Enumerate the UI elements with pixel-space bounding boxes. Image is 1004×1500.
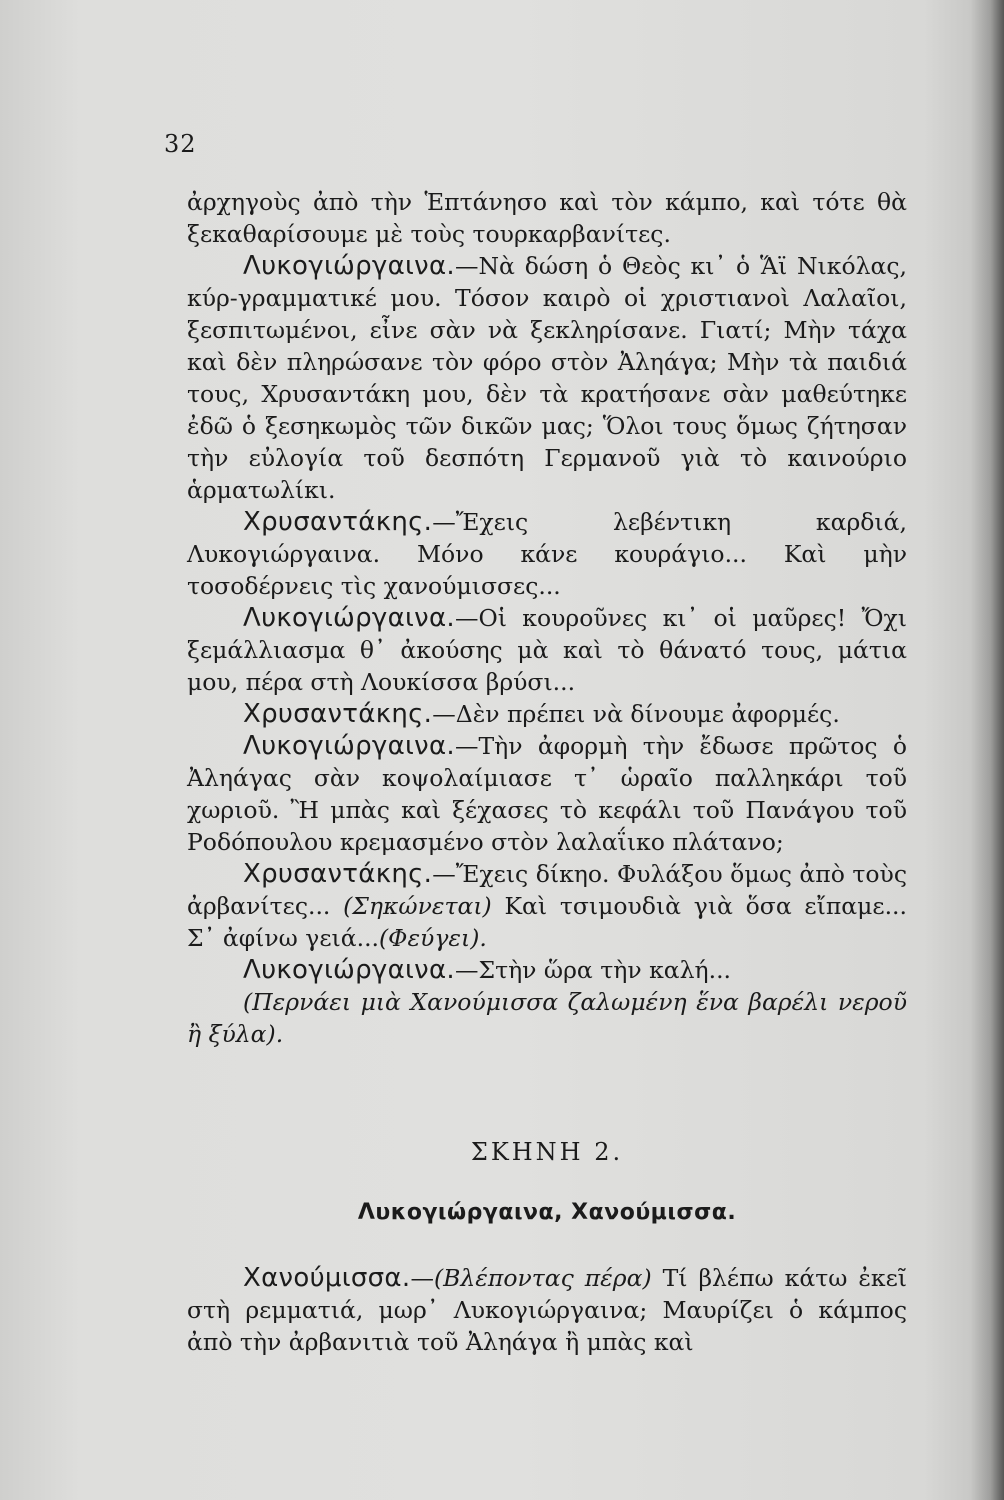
speaker-name: Χρυσαντάκης.	[243, 859, 433, 889]
speech-paragraph	[187, 1262, 907, 1358]
page-number: 32	[164, 130, 197, 158]
dash: —	[410, 1264, 434, 1292]
speaker-name: Χρυσαντάκης.	[243, 507, 433, 537]
stage-direction-inline: (Φεύγει).	[379, 924, 487, 952]
speech-paragraph	[187, 730, 907, 858]
speech-text: —Νὰ δώση ὁ Θεὸς κι᾽ ὁ Ἅϊ Νικόλας, κύρ-γραμματικέ μου. Τόσον καιρὸ οἱ χριστιανοὶ Λαλαῖοι, ξεσπιτωμένοι, εἶνε σὰν νὰ ξεκληρίσανε. Γιατί; Μὴν τάχα καὶ δὲν πληρώσανε τὸν φόρο στὸν Ἀληάγα; Μὴν τὰ παιδιά τους, Χρυσαντάκη μου, δὲν τὰ κρατήσανε σὰν μαθεύτηκε ἐδῶ ὁ ξεσηκωμὸς τῶν δικῶν μας; Ὅλοι τους ὅμως ζήτησαν τὴν εὐλογία τοῦ δεσπότη Γερμανοῦ γιὰ τὸ καινούριο ἁρματωλίκι.	[187, 252, 907, 504]
speaker-name: Χανούμισσα.	[243, 1263, 411, 1293]
speech-text: Τί βλέπω κάτω ἐκεῖ στὴ ρεμματιά, μωρ᾽ Λυκογιώργαινα; Μαυρίζει ὁ κάμπος ἀπὸ τὴν ἀρβανιτιὰ τοῦ Ἀληάγα ἢ μπὰς καὶ	[187, 1264, 908, 1356]
speech-paragraph	[187, 506, 907, 602]
speech-paragraph	[187, 858, 907, 954]
speaker-name: Χρυσαντάκης.	[243, 699, 433, 729]
speech-paragraph	[187, 250, 907, 506]
stage-direction-inline: (Βλέποντας πέρα)	[433, 1264, 652, 1292]
main-text-block	[187, 186, 907, 1050]
speech-text: —Τὴν ἀφορμὴ τὴν ἔδωσε πρῶτος ὁ Ἀληάγας σὰν κοψολαίμιασε τ᾽ ὡραῖο παλληκάρι τοῦ χωριοῦ. Ἢ μπὰς καὶ ξέχασες τὸ κεφάλι τοῦ Πανάγου τοῦ Ροδόπουλου κρεμασμένο στὸν λαλαΐικο πλάτανο;	[187, 732, 907, 856]
second-text-block	[187, 1262, 907, 1358]
speech-text: —Στὴν ὥρα τὴν καλή...	[454, 956, 732, 984]
speech-paragraph	[187, 954, 907, 986]
speech-text: —Δὲν πρέπει νὰ δίνουμε ἀφορμές.	[432, 700, 840, 728]
speaker-name: Λυκογιώργαινα.	[243, 731, 455, 761]
stage-direction-inline: (Σηκώνεται)	[343, 892, 492, 920]
speech-paragraph	[187, 698, 907, 730]
intro-paragraph: ἀρχηγοὺς ἀπὸ τὴν Ἑπτάνησο καὶ τὸν κάμπο, καὶ τότε θὰ ξεκαθαρίσουμε μὲ τοὺς τουρκαρβανίτες.	[187, 188, 907, 248]
scene-cast: Λυκογιώργαινα, Χανούμισσα.	[357, 1200, 737, 1225]
speaker-name: Λυκογιώργαινα.	[243, 251, 455, 281]
speech-paragraph	[187, 602, 907, 698]
speaker-name: Λυκογιώργαινα.	[243, 603, 455, 633]
speech-text: —Ἔχεις δίκηο. Φυλάξου ὅμως ἀπὸ τοὺς ἀρβανίτες...	[187, 860, 907, 920]
page-edge-shadow	[970, 0, 1004, 1500]
speech-text: Καὶ τσιμουδιὰ γιὰ ὅσα εἴπαμε... Σ᾽ ἀφίνω γειά...	[187, 892, 907, 952]
speech-text: —Ἔχεις λεβέντικη καρδιά, Λυκογιώργαινα. Μόνο κάνε κουράγιο... Καὶ μὴν τοσοδέρνεις τὶς χανούμισσες...	[187, 508, 907, 600]
speaker-name: Λυκογιώργαινα.	[243, 955, 455, 985]
scene-title: ΣΚΗΝΗ 2.	[470, 1138, 624, 1166]
speech-text: —Οἱ κουροῦνες κι᾽ οἱ μαῦρες! Ὄχι ξεμάλλιασμα θ᾽ ἀκούσης μὰ καὶ τὸ θάνατό τους, μάτια μου, πέρα στὴ Λουκίσσα βρύσι...	[187, 604, 907, 696]
stage-direction: (Περνάει μιὰ Χανούμισσα ζαλωμένη ἕνα βαρέλι νεροῦ ἢ ξύλα).	[187, 988, 907, 1048]
